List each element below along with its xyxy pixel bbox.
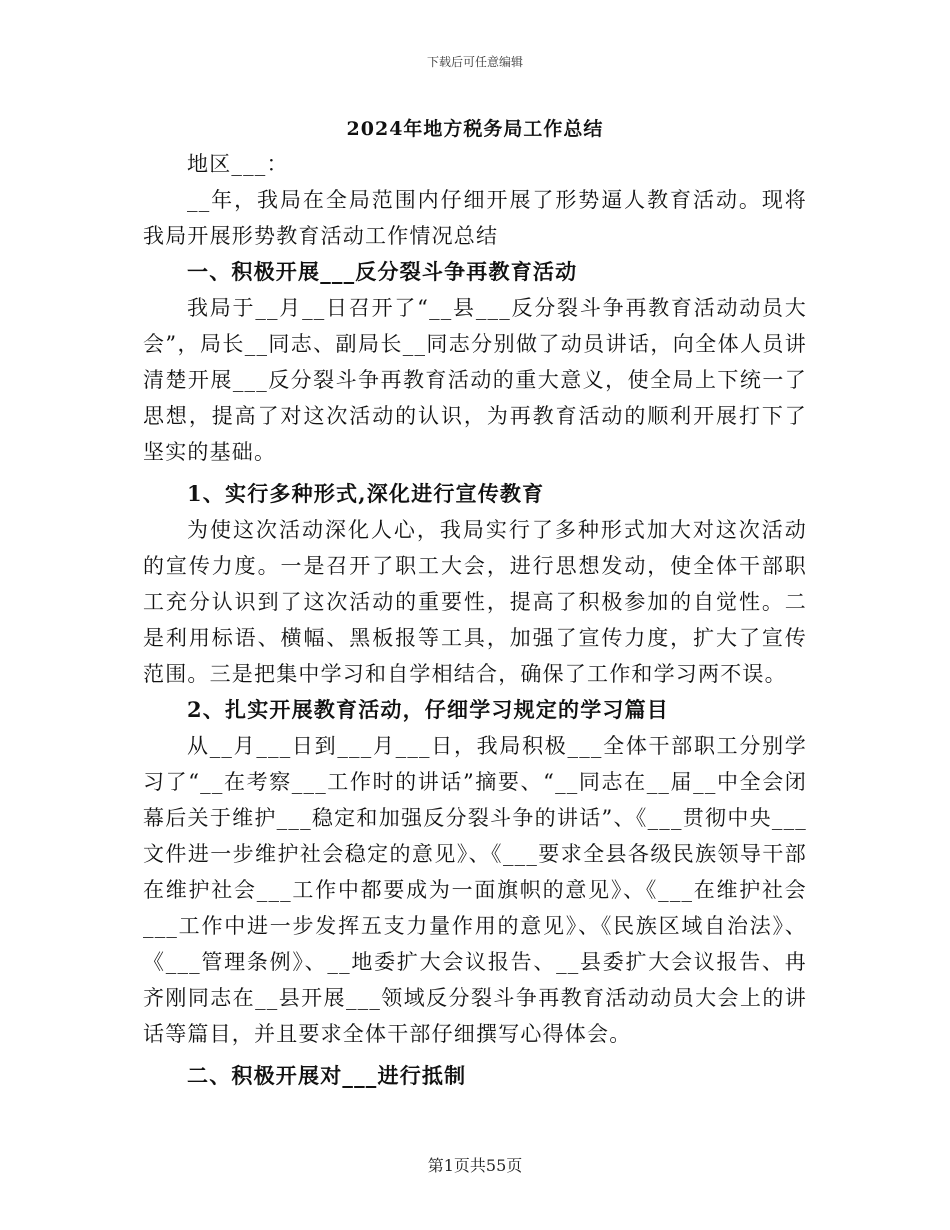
- paragraph-1: 我局于__月__日召开了“__县___反分裂斗争再教育活动动员大会”，局长__同志、副局长__同志分别做了动员讲话，向全体人员讲清楚开展___反分裂斗争再教育活动的重大意义，使全局上下统一了思想，提高了对这次活动的认识，为再教育活动的顺利开展打下了坚实的基础。: [143, 296, 807, 464]
- salutation: 地区___：: [187, 152, 289, 176]
- subsection-heading-1: 1、实行多种形式,深化进行宣传教育: [187, 481, 545, 506]
- paragraph-3: 从__月___日到___月___日，我局积极___全体干部职工分别学习了“__在考察___工作时的讲话”摘要、“__同志在__届__中全会闭幕后关于维护___稳定和加强反分裂斗争的讲话”、《___贯彻中央___文件进一步维护社会稳定的意见》、《___要求全县各级民族领导干部在维护社会___工作中都要成为一面旗帜的意见》、《___在维护社会___工作中进一步发挥五支力量作用的意见》、《民族区域自治法》、《___管理条例》、__地委扩大会议报告、__县委扩大会议报告、冉齐刚同志在__县开展___领域反分裂斗争再教育活动动员大会上的讲话等篇目，并且要求全体干部仔细撰写心得体会。: [143, 734, 807, 1046]
- document-title: 2024年地方税务局工作总结: [346, 118, 604, 140]
- section-heading-2: 二、积极开展对___进行抵制: [187, 1063, 467, 1088]
- header-note: 下载后可任意编辑: [426, 55, 523, 69]
- section-heading-1: 一、积极开展___反分裂斗争再教育活动: [187, 259, 578, 284]
- subsection-heading-2: 2、扎实开展教育活动，仔细学习规定的学习篇目: [187, 697, 670, 722]
- paragraph-2: 为使这次活动深化人心，我局实行了多种形式加大对这次活动的宣传力度。一是召开了职工大会，进行思想发动，使全体干部职工充分认识到了这次活动的重要性，提高了积极参加的自觉性。二是利用标语、横幅、黑板报等工具，加强了宣传力度，扩大了宣传范围。三是把集中学习和自学相结合，确保了工作和学习两不误。: [143, 518, 807, 686]
- document-body: [143, 146, 807, 1094]
- intro-paragraph: __年，我局在全局范围内仔细开展了形势逼人教育活动。现将我局开展形势教育活动工作情况总结: [143, 188, 807, 248]
- page-number-footer: 第1页共55页: [427, 1156, 523, 1175]
